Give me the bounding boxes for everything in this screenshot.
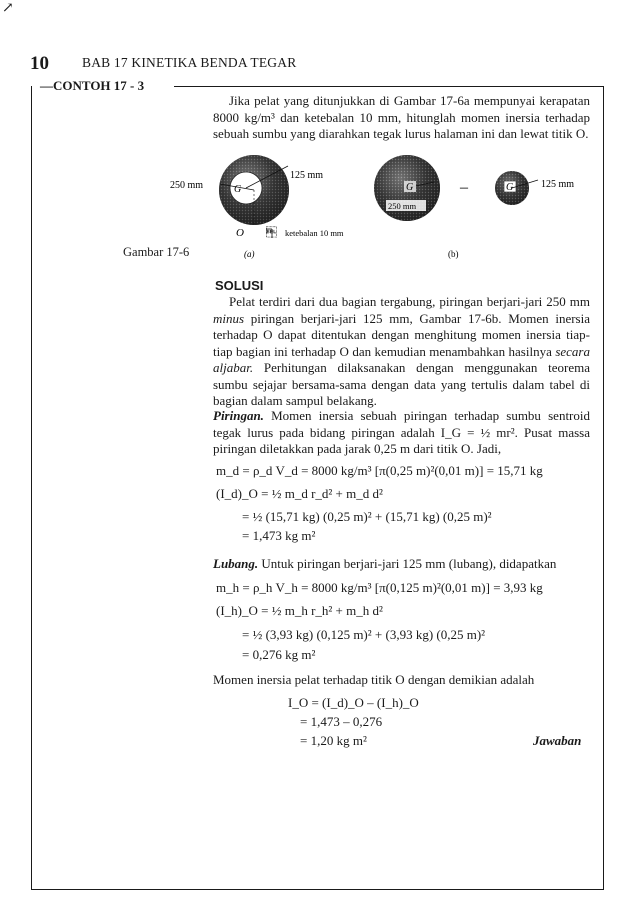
disk-eq-mass: m_d = ρ_d V_d = 8000 kg/m³ [π(0,25 m)²(0,01 m)] = 15,71 kg bbox=[216, 463, 543, 478]
chapter-title: BAB 17 KINETIKA BENDA TEGAR bbox=[82, 55, 297, 70]
hole-paragraph: Lubang. Untuk piringan berjari-jari 125 mm (lubang), didapatkan bbox=[213, 556, 557, 571]
figure-b bbox=[374, 155, 574, 259]
sub-a: (a) bbox=[244, 249, 255, 259]
solution-heading: SOLUSI bbox=[215, 278, 264, 293]
frame-top-line bbox=[174, 86, 604, 87]
label-g-a: G bbox=[234, 184, 242, 195]
sub-b: (b) bbox=[448, 249, 459, 259]
corner-mark: ↗ bbox=[2, 1, 14, 16]
final-eq-result: = 1,20 kg m² bbox=[300, 733, 367, 748]
figure-17-6 bbox=[160, 152, 610, 270]
disk-eq-result: = 1,473 kg m² bbox=[242, 528, 316, 543]
hole-eq-result: = 0,276 kg m² bbox=[242, 647, 316, 662]
page-number: 10 bbox=[30, 53, 49, 74]
label-thickness: ketebalan 10 mm bbox=[285, 228, 344, 238]
figure-a bbox=[170, 155, 344, 259]
label-g-hole: G bbox=[506, 182, 514, 193]
label-250mm-a: 250 mm bbox=[170, 180, 204, 191]
final-paragraph: Momen inersia pelat terhadap titik O dengan demikian adalah bbox=[213, 672, 535, 687]
label-o-a: O bbox=[236, 227, 244, 239]
figure-caption: Gambar 17-6 bbox=[123, 245, 190, 259]
problem-statement: Jika pelat yang ditunjukkan di Gambar 17-6a mempunyai kerapatan 8000 kg/m³ dan ketebalan 10 mm, hitunglah momen inersia terhadap sebuah sumbu yang diarahkan tegak lurus halaman ini dan lewat titik O. bbox=[213, 93, 590, 141]
solution-intro: Pelat terdiri dari dua bagian tergabung, piringan berjari-jari 250 mm minus piringan berjari-jari 125 mm, Gambar 17-6b. Momen inersia terhadap O dapat ditentukan dengan menghitung momen inersia tiap-tiap bagian ini terhadap O dan kemudian menambahkan hasilnya secara aljabar. Perhitungan dilaksanakan dengan menggunakan teorema sumbu sejajar bersama-sama dengan data yang tertulis dalam tabel di bagian dalam sampul belakang. bbox=[213, 294, 590, 408]
label-125mm-a: 125 mm bbox=[290, 170, 324, 181]
disk-paragraph: Piringan. Momen inersia sebuah piringan terhadap sumbu sentroid tegak lurus pada bidang piringan adalah I_G = ½ mr². Pusat massa piringan diletakkan pada jarak 0,25 m dari titik O. Jadi, bbox=[213, 408, 590, 456]
example-label: —CONTOH 17 - 3 bbox=[40, 78, 145, 93]
label-125mm-b: 125 mm bbox=[541, 179, 575, 190]
label-g-b: G bbox=[406, 182, 414, 193]
svg-text::  bbox=[266, 227, 277, 239]
disk-eq-substitute: = ½ (15,71 kg) (0,25 m)² + (15,71 kg) (0,25 m)² bbox=[242, 509, 492, 524]
hole-eq-substitute: = ½ (3,93 kg) (0,125 m)² + (3,93 kg) (0,25 m)² bbox=[242, 627, 486, 642]
final-eq-formula: I_O = (I_d)_O – (I_h)_O bbox=[288, 695, 419, 710]
final-eq-substitute: = 1,473 – 0,276 bbox=[300, 714, 383, 729]
minus-sign: – bbox=[460, 179, 468, 196]
hole-eq-inertia: (I_h)_O = ½ m_h r_h² + m_h d² bbox=[216, 603, 383, 618]
disk-eq-inertia: (I_d)_O = ½ m_d r_d² + m_d d² bbox=[216, 486, 383, 501]
label-250mm-b: 250 mm bbox=[388, 201, 417, 211]
hole-eq-mass: m_h = ρ_h V_h = 8000 kg/m³ [π(0,125 m)²(0,01 m)] = 3,93 kg bbox=[216, 580, 543, 595]
answer-label: Jawaban bbox=[533, 733, 582, 748]
